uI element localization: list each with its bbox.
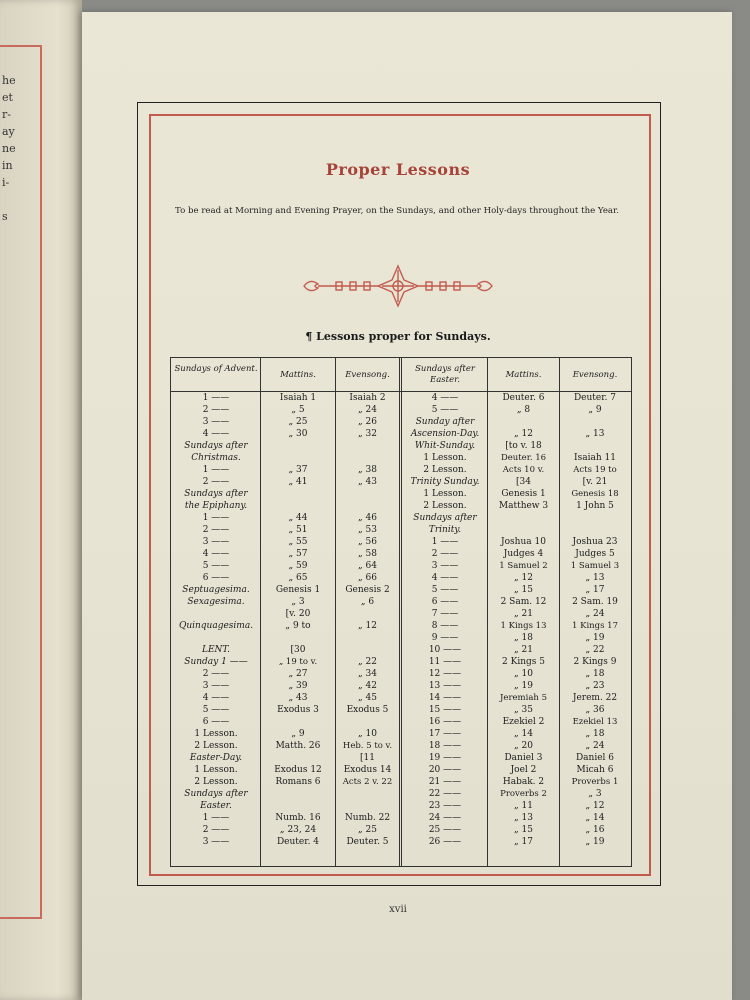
evensong-lesson: Micah 6 xyxy=(576,765,614,775)
mattins-lesson: Proverbs 2 xyxy=(500,789,547,799)
evensong-lesson: Genesis 2 xyxy=(345,585,390,595)
row-label: LENT. xyxy=(202,645,230,655)
evensong-lesson: 2 Kings 9 xyxy=(573,657,617,667)
mattins-lesson: Daniel 3 xyxy=(504,753,543,763)
mattins-lesson: „ 41 xyxy=(288,477,308,487)
row-label: Sundays after xyxy=(184,441,248,451)
mattins-lesson: „ 13 xyxy=(514,813,533,823)
mattins-lesson: „ 25 xyxy=(288,417,308,427)
evensong-lesson: [11 xyxy=(360,753,375,763)
evensong-lesson: „ 22 xyxy=(358,657,377,667)
mattins-lesson: „ 15 xyxy=(514,825,533,835)
evensong-lesson: „ 38 xyxy=(358,465,377,475)
table-row xyxy=(171,728,631,740)
evensong-lesson: „ 24 xyxy=(585,609,605,619)
evensong-lesson: „ 43 xyxy=(358,477,377,487)
evensong-lesson: Numb. 22 xyxy=(344,813,391,823)
row-label: Sexagesima. xyxy=(187,597,245,607)
row-label: 4 —— xyxy=(202,549,230,559)
evensong-lesson: „ 12 xyxy=(358,621,377,631)
row-label: 2 Lesson. xyxy=(194,741,238,751)
row-label: 11 —— xyxy=(428,657,462,667)
mattins-lesson: [to v. 18 xyxy=(505,441,542,451)
row-label: 19 —— xyxy=(428,753,462,763)
mattins-lesson: Numb. 16 xyxy=(275,813,321,823)
table-row xyxy=(171,752,631,764)
evensong-lesson: 1 Kings 17 xyxy=(572,621,618,631)
row-label: 2 Lesson. xyxy=(194,777,238,787)
row-label: 10 —— xyxy=(428,645,462,655)
row-label: 4 —— xyxy=(431,393,459,403)
table-row xyxy=(171,596,631,608)
mattins-lesson: Isaiah 1 xyxy=(279,393,317,403)
mattins-lesson: „ 30 xyxy=(288,429,308,439)
mattins-lesson: „ 43 xyxy=(288,693,308,703)
row-label: 22 —— xyxy=(428,789,462,799)
mattins-lesson: Jeremiah 5 xyxy=(500,693,547,703)
mattins-lesson: Habak. 2 xyxy=(502,777,545,787)
evensong-lesson: Exodus 14 xyxy=(343,765,392,775)
mattins-lesson: Joshua 10 xyxy=(501,537,546,547)
row-label: 15 —— xyxy=(428,705,462,715)
table-row xyxy=(171,704,631,716)
mattins-lesson: 1 Samuel 2 xyxy=(499,561,548,571)
evensong-lesson: „ 18 xyxy=(585,729,605,739)
mattins-lesson: 2 Kings 5 xyxy=(502,657,545,667)
mattins-lesson: „ 8 xyxy=(516,405,531,415)
row-label: 4 —— xyxy=(202,693,230,703)
mattins-lesson: „ 5 xyxy=(291,405,305,415)
mattins-lesson: „ 19 to v. xyxy=(278,657,318,667)
evensong-lesson: Acts 2 v. 22 xyxy=(342,777,393,787)
row-label: 12 —— xyxy=(428,669,462,679)
evensong-lesson: „ 53 xyxy=(358,525,377,535)
row-label: 5 —— xyxy=(431,405,459,415)
table-row xyxy=(171,572,631,584)
table-row xyxy=(171,464,631,476)
row-label: Christmas. xyxy=(191,453,241,463)
table-row xyxy=(171,692,631,704)
mattins-lesson: „ 21 xyxy=(514,645,533,655)
section-heading: ¶ Lessons proper for Sundays. xyxy=(305,330,491,343)
evensong-lesson: „ 14 xyxy=(585,813,605,823)
row-label: 1 Lesson. xyxy=(423,489,467,499)
table-row xyxy=(171,524,631,536)
mattins-lesson: „ 14 xyxy=(514,729,533,739)
mattins-lesson: „ 9 xyxy=(291,729,305,739)
evensong-lesson: „ 17 xyxy=(585,585,605,595)
row-label: 6 —— xyxy=(202,573,230,583)
left-label-header: Sundays of Advent. xyxy=(174,364,258,374)
evensong-lesson: „ 19 xyxy=(585,633,605,643)
row-label: 7 —— xyxy=(431,609,459,619)
evensong-lesson: „ 24 xyxy=(358,405,377,415)
table-row xyxy=(171,608,631,620)
evensong-lesson: „ 22 xyxy=(585,645,605,655)
row-label: 3 —— xyxy=(202,537,230,547)
evensong-lesson: Deuter. 5 xyxy=(346,837,389,847)
row-label: 4 —— xyxy=(431,573,459,583)
evensong-lesson: „ 13 xyxy=(585,573,605,583)
mattins-lesson: [v. 20 xyxy=(285,609,311,619)
row-label: Sunday after xyxy=(415,417,475,427)
evensong-lesson: „ 16 xyxy=(585,825,605,835)
row-label: 5 —— xyxy=(202,705,230,715)
row-label: 1 —— xyxy=(202,513,230,523)
evensong-lesson: „ 23 xyxy=(585,681,605,691)
evensong-lesson: „ 58 xyxy=(358,549,377,559)
mattins-lesson: „ 65 xyxy=(288,573,308,583)
previous-page-fragment: et xyxy=(2,91,13,104)
row-label: 17 —— xyxy=(428,729,462,739)
evensong-lesson: 1 Samuel 3 xyxy=(570,561,620,571)
table-row xyxy=(171,836,631,848)
proper-lessons-table xyxy=(170,357,632,867)
previous-page-fragment xyxy=(2,191,26,208)
right-label-header: Sundays after Easter. xyxy=(415,364,475,385)
mattins-lesson: „ 51 xyxy=(288,525,308,535)
row-label: Ascension-Day. xyxy=(410,429,480,439)
row-label: 18 —— xyxy=(428,741,462,751)
row-label: the Epiphany. xyxy=(184,501,248,511)
mattins-lesson: Acts 10 v. xyxy=(502,465,545,475)
mattins-lesson: „ 15 xyxy=(514,585,533,595)
evensong-lesson: [v. 21 xyxy=(582,477,608,487)
row-label: Trinity Sunday. xyxy=(410,477,480,487)
table-row xyxy=(171,800,631,812)
evensong-lesson: „ 45 xyxy=(358,693,377,703)
row-label: Sundays after xyxy=(413,513,477,523)
row-label: 2 —— xyxy=(202,477,230,487)
row-label: 2 —— xyxy=(431,549,459,559)
evensong-lesson: 2 Sam. 19 xyxy=(572,597,618,607)
row-label: Sundays after xyxy=(184,489,248,499)
row-label: 1 —— xyxy=(202,813,230,823)
evensong-lesson: „ 25 xyxy=(358,825,377,835)
mattins-lesson: Romans 6 xyxy=(275,777,321,787)
mattins-lesson: „ 44 xyxy=(288,513,308,523)
row-label: 6 —— xyxy=(431,597,459,607)
mattins-lesson: „ 37 xyxy=(288,465,308,475)
evensong-lesson: Isaiah 2 xyxy=(349,393,386,403)
mattins-lesson: „ 19 xyxy=(514,681,533,691)
row-label: Sundays after xyxy=(184,789,248,799)
row-label: 2 Lesson. xyxy=(423,465,467,475)
evensong-lesson: „ 36 xyxy=(585,705,605,715)
table-row xyxy=(171,500,631,512)
mattins-lesson: Deuter. 16 xyxy=(500,453,547,463)
row-label: Quinquagesima. xyxy=(178,621,254,631)
mattins-lesson: „ 20 xyxy=(514,741,533,751)
table-row xyxy=(171,740,631,752)
table-row xyxy=(171,632,631,644)
mattins-lesson: „ 27 xyxy=(288,669,308,679)
table-row xyxy=(171,656,631,668)
mattins-lesson: Genesis 1 xyxy=(275,585,321,595)
evensong-lesson: Acts 19 to xyxy=(573,465,617,475)
table-row xyxy=(171,428,631,440)
page-subtitle: To be read at Morning and Evening Prayer, on the Sundays, and other Holy-days throughout the Year. xyxy=(175,206,619,216)
table-row xyxy=(171,620,631,632)
mattins-lesson: „ 3 xyxy=(291,597,305,607)
row-label: 1 Lesson. xyxy=(423,453,467,463)
evensong-lesson: Joshua 23 xyxy=(572,537,618,547)
previous-page-fragment: ne xyxy=(2,142,16,155)
row-label: 21 —— xyxy=(428,777,462,787)
table-row xyxy=(171,680,631,692)
row-label: 25 —— xyxy=(428,825,462,835)
mattins-lesson: Joel 2 xyxy=(510,765,537,775)
evensong-lesson: „ 42 xyxy=(358,681,377,691)
evensong-lesson: „ 34 xyxy=(358,669,377,679)
row-label: 9 —— xyxy=(431,633,459,643)
evensong-lesson: Exodus 5 xyxy=(346,705,389,715)
mattins-lesson: „ 9 to xyxy=(285,621,311,631)
table-row xyxy=(171,476,631,488)
table-row xyxy=(171,440,631,452)
mattins-lesson: Exodus 12 xyxy=(274,765,322,775)
row-label: 5 —— xyxy=(431,585,459,595)
table-row xyxy=(171,452,631,464)
mattins-lesson: „ 35 xyxy=(514,705,533,715)
mattins-lesson: [30 xyxy=(290,645,306,655)
table-row xyxy=(171,404,631,416)
mattins-lesson: „ 18 xyxy=(514,633,533,643)
row-label: Septuagesima. xyxy=(182,585,250,595)
row-label: Trinity. xyxy=(428,525,462,535)
previous-page-fragment: i- xyxy=(2,176,10,189)
evensong-lesson: Judges 5 xyxy=(575,549,615,559)
row-label: 6 —— xyxy=(202,717,230,727)
row-label: Easter-Day. xyxy=(189,753,243,763)
evensong-lesson: „ 24 xyxy=(585,741,605,751)
previous-page-fragment: in xyxy=(2,159,13,172)
mattins-lesson: Genesis 1 xyxy=(501,489,546,499)
mattins-lesson: „ 23, 24 xyxy=(279,825,317,835)
row-label: 20 —— xyxy=(428,765,462,775)
evensong-lesson: „ 9 xyxy=(588,405,602,415)
page-number: xvii xyxy=(389,904,407,915)
previous-page-fragment: he xyxy=(2,74,16,87)
row-label: 13 —— xyxy=(428,681,462,691)
table-row xyxy=(171,824,631,836)
evensong-lesson: „ 32 xyxy=(358,429,377,439)
mattins-lesson: Matthew 3 xyxy=(498,501,549,511)
row-label: Sunday 1 —— xyxy=(184,657,248,667)
mattins-lesson: „ 11 xyxy=(514,801,533,811)
row-label: Easter. xyxy=(200,801,232,811)
evensong-lesson: „ 3 xyxy=(588,789,602,799)
table-row xyxy=(171,644,631,656)
evensong-lesson: Genesis 18 xyxy=(571,489,619,499)
mattins-lesson: Exodus 3 xyxy=(277,705,319,715)
row-label: 8 —— xyxy=(431,621,459,631)
previous-page-fragment: r- xyxy=(2,108,11,121)
previous-page-text-fragments xyxy=(2,72,26,225)
page-title: Proper Lessons xyxy=(325,160,471,179)
evensong-lesson: „ 66 xyxy=(358,573,377,583)
previous-page-fragment: ay xyxy=(2,125,15,138)
previous-page xyxy=(0,0,82,1000)
table-row xyxy=(171,560,631,572)
row-label: 3 —— xyxy=(431,561,459,571)
table-row xyxy=(171,584,631,596)
row-label: 5 —— xyxy=(202,561,230,571)
table-row xyxy=(171,392,631,404)
evensong-lesson: Jerem. 22 xyxy=(572,693,618,703)
evensong-lesson: „ 56 xyxy=(358,537,377,547)
evensong-lesson: „ 19 xyxy=(585,837,605,847)
evensong-lesson: Heb. 5 to v. xyxy=(342,741,393,751)
left-evensong-header: Evensong. xyxy=(345,370,390,380)
row-label: 2 —— xyxy=(202,825,230,835)
mattins-lesson: Matth. 26 xyxy=(275,741,321,751)
mattins-lesson: Deuter. 6 xyxy=(502,393,545,403)
row-label: 1 —— xyxy=(431,537,459,547)
book-page xyxy=(82,12,732,1000)
mattins-lesson: „ 21 xyxy=(514,609,533,619)
evensong-lesson: „ 26 xyxy=(358,417,377,427)
row-label: 16 —— xyxy=(428,717,462,727)
row-label: 23 —— xyxy=(428,801,462,811)
evensong-lesson: „ 6 xyxy=(360,597,375,607)
evensong-lesson: Isaiah 11 xyxy=(574,453,616,463)
evensong-lesson: „ 46 xyxy=(358,513,377,523)
evensong-lesson: „ 18 xyxy=(585,669,605,679)
row-label: 1 Lesson. xyxy=(194,729,238,739)
row-label: 1 —— xyxy=(202,465,230,475)
table-row xyxy=(171,416,631,428)
table-row xyxy=(171,548,631,560)
decorative-ornament-icon xyxy=(300,264,496,308)
mattins-lesson: Deuter. 4 xyxy=(276,837,320,847)
evensong-lesson: „ 12 xyxy=(585,801,605,811)
row-label: 24 —— xyxy=(428,813,462,823)
table-row xyxy=(171,536,631,548)
row-label: Whit-Sunday. xyxy=(414,441,476,451)
previous-page-fragment: s xyxy=(2,210,8,223)
mattins-lesson: „ 59 xyxy=(288,561,308,571)
row-label: 1 Lesson. xyxy=(194,765,238,775)
table-row xyxy=(171,488,631,500)
evensong-lesson: 1 John 5 xyxy=(576,501,614,511)
mattins-lesson: „ 12 xyxy=(514,429,533,439)
row-label: 3 —— xyxy=(202,837,230,847)
row-label: 26 —— xyxy=(428,837,462,847)
evensong-lesson: Deuter. 7 xyxy=(573,393,617,403)
table-row xyxy=(171,512,631,524)
mattins-lesson: „ 12 xyxy=(514,573,533,583)
mattins-lesson: 2 Sam. 12 xyxy=(500,597,547,607)
mattins-lesson: „ 57 xyxy=(288,549,308,559)
evensong-lesson: Proverbs 1 xyxy=(571,777,619,787)
row-label: 2 —— xyxy=(202,669,230,679)
mattins-lesson: „ 39 xyxy=(288,681,308,691)
table-row xyxy=(171,776,631,788)
row-label: 2 Lesson. xyxy=(423,501,467,511)
row-label: 3 —— xyxy=(202,681,230,691)
evensong-lesson: Daniel 6 xyxy=(575,753,615,763)
row-label: 3 —— xyxy=(202,417,230,427)
row-label: 14 —— xyxy=(428,693,462,703)
left-mattins-header: Mattins. xyxy=(280,370,316,380)
evensong-lesson: Ezekiel 13 xyxy=(572,717,618,727)
mattins-lesson: Judges 4 xyxy=(503,549,544,559)
table-row xyxy=(171,764,631,776)
mattins-lesson: Ezekiel 2 xyxy=(502,717,545,727)
row-label: 1 —— xyxy=(202,393,230,403)
table-row xyxy=(171,812,631,824)
mattins-lesson: „ 10 xyxy=(514,669,533,679)
table-row xyxy=(171,668,631,680)
row-label: 4 —— xyxy=(202,429,230,439)
evensong-lesson: „ 64 xyxy=(358,561,377,571)
row-label: 2 —— xyxy=(202,405,230,415)
evensong-lesson: „ 13 xyxy=(585,429,605,439)
mattins-lesson: [34 xyxy=(516,477,531,487)
mattins-lesson: 1 Kings 13 xyxy=(500,621,547,631)
mattins-lesson: „ 17 xyxy=(514,837,533,847)
row-label: 2 —— xyxy=(202,525,230,535)
evensong-lesson: „ 10 xyxy=(358,729,377,739)
mattins-lesson: „ 55 xyxy=(288,537,308,547)
table-row xyxy=(171,716,631,728)
table-row xyxy=(171,788,631,800)
right-mattins-header: Mattins. xyxy=(505,370,542,380)
right-evensong-header: Evensong. xyxy=(572,370,618,380)
